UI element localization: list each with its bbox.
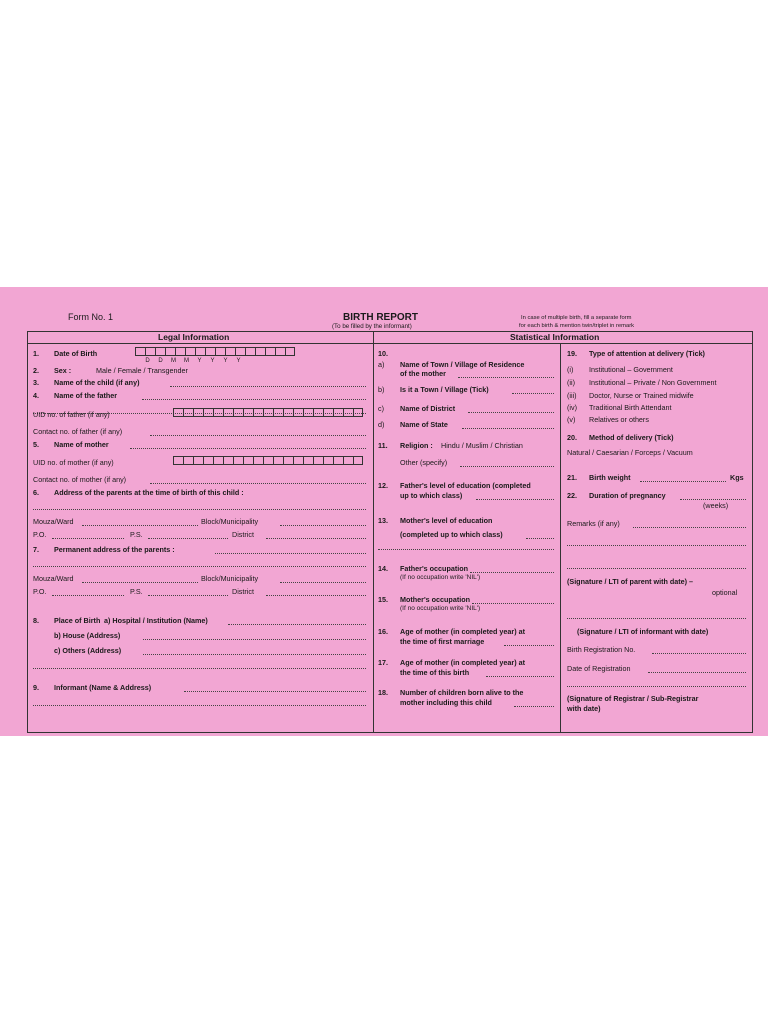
registration-number-field[interactable]	[652, 653, 746, 654]
field-number: 5.	[33, 440, 39, 449]
mother-name-field[interactable]	[130, 448, 366, 449]
section-legal-information: Legal Information	[158, 332, 230, 342]
field-number: 22.	[567, 491, 577, 500]
town-village-field[interactable]	[458, 377, 554, 378]
block-municipality-field[interactable]	[280, 525, 366, 526]
field-number: 16.	[378, 627, 388, 636]
contact-father-label: Contact no. of father (if any)	[33, 427, 123, 436]
permanent-address-field-2[interactable]	[33, 566, 366, 567]
age-first-marriage-label: Age of mother (in completed year) at	[400, 627, 526, 636]
address-at-birth-label: Address of the parents at the time of birth of this child :	[54, 488, 244, 497]
field-number: 2.	[33, 366, 39, 375]
father-name-field[interactable]	[142, 399, 366, 400]
father-education-field[interactable]	[476, 499, 554, 500]
field-number: 12.	[378, 481, 388, 490]
pregnancy-duration-label: Duration of pregnancy	[589, 491, 666, 500]
po-field-2[interactable]	[52, 595, 124, 596]
age-first-marriage-field[interactable]	[504, 645, 554, 646]
mother-education-field[interactable]	[526, 538, 554, 539]
mother-education-field-2[interactable]	[378, 549, 554, 550]
informant-signature-line[interactable]	[567, 618, 746, 619]
field-number: 15.	[378, 595, 388, 604]
mouza-ward-field-2[interactable]	[82, 582, 198, 583]
field-number: 10.	[378, 349, 388, 358]
child-name-field[interactable]	[170, 386, 366, 387]
field-number: 21.	[567, 473, 577, 482]
date-of-birth-label: Date of Birth	[54, 349, 98, 358]
age-this-birth-field[interactable]	[486, 676, 554, 677]
option-number: (iii)	[567, 391, 577, 400]
district-label: District	[232, 530, 254, 539]
permanent-address-field[interactable]	[215, 553, 366, 554]
district-name-field[interactable]	[468, 412, 554, 413]
multiple-birth-note-2: for each birth & mention twin/triplet in remark	[519, 323, 635, 329]
mother-occupation-field[interactable]	[472, 603, 554, 604]
sex-label: Sex :	[54, 366, 72, 375]
field-number: 6.	[33, 488, 39, 497]
field-number: 20.	[567, 433, 577, 442]
option-number: (iv)	[567, 403, 577, 412]
field-number: 3.	[33, 378, 39, 387]
field-number: 18.	[378, 688, 388, 697]
parent-signature-optional: optional	[712, 588, 738, 597]
mouza-ward-field[interactable]	[82, 525, 198, 526]
children-born-alive-label: Number of children born alive to the	[400, 688, 524, 697]
contact-mother-label: Contact no. of mother (if any)	[33, 475, 127, 484]
mother-name-label: Name of mother	[54, 440, 109, 449]
town-or-village-label: Is it a Town / Village (Tick)	[400, 385, 489, 394]
hospital-field[interactable]	[228, 624, 366, 625]
informant-field[interactable]	[184, 691, 366, 692]
field-number: 8.	[33, 616, 39, 625]
father-occupation-field[interactable]	[470, 572, 554, 573]
district-field[interactable]	[266, 538, 366, 539]
sub-letter: a)	[378, 360, 385, 369]
father-education-label: Father's level of education (completed	[400, 481, 531, 490]
ps-label: P.S.	[130, 530, 143, 539]
ps-field[interactable]	[148, 538, 228, 539]
house-address-field[interactable]	[143, 639, 366, 640]
registration-date-label: Date of Registration	[567, 664, 631, 673]
registrar-signature-line[interactable]	[567, 686, 746, 687]
pregnancy-duration-field[interactable]	[680, 499, 746, 500]
field-number: 11.	[378, 441, 388, 450]
town-or-village-field[interactable]	[512, 393, 554, 394]
father-name-label: Name of the father	[54, 391, 118, 400]
district-name-label: Name of District	[400, 404, 456, 413]
remarks-label: Remarks (if any)	[567, 519, 620, 528]
town-village-label: Name of Town / Village of Residence	[400, 360, 525, 369]
place-of-birth-label: Place of Birth	[54, 616, 101, 625]
attention-option-traditional[interactable]: Traditional Birth Attendant	[589, 403, 672, 412]
father-education-label-2: up to which class)	[400, 491, 463, 500]
contact-father-field[interactable]	[150, 435, 366, 436]
state-name-field[interactable]	[462, 428, 554, 429]
religion-options[interactable]: Hindu / Muslim / Christian	[441, 441, 523, 450]
column-divider-2	[560, 343, 561, 733]
field-number: 14.	[378, 564, 388, 573]
mouza-ward-label-2: Mouza/Ward	[33, 574, 74, 583]
form-subtitle: (To be filled by the informant)	[332, 323, 412, 330]
informant-label: Informant (Name & Address)	[54, 683, 152, 692]
registrar-signature-label: (Signature of Registrar / Sub-Registrar	[567, 694, 699, 703]
birth-report-form	[0, 287, 768, 736]
registration-number-label: Birth Registration No.	[567, 645, 636, 654]
mother-education-label-2: (completed up to which class)	[400, 530, 503, 539]
date-of-birth-format: D D M M Y Y Y Y	[145, 358, 241, 364]
address-at-birth-field[interactable]	[33, 509, 366, 510]
option-number: (i)	[567, 365, 574, 374]
informant-signature-label: (Signature / LTI of informant with date)	[577, 627, 709, 636]
option-number: (v)	[567, 415, 576, 424]
field-number: 19.	[567, 349, 577, 358]
birth-weight-field[interactable]	[640, 481, 726, 482]
registrar-signature-label-2: with date)	[567, 704, 601, 713]
others-address-field[interactable]	[143, 654, 366, 655]
mother-education-label: Mother's level of education	[400, 516, 493, 525]
child-name-label: Name of the child (if any)	[54, 378, 140, 387]
sub-letter: d)	[378, 420, 385, 429]
sub-letter: c)	[378, 404, 384, 413]
field-number: 13.	[378, 516, 388, 525]
uid-father-label: UID no. of father (if any)	[33, 410, 110, 419]
date-of-birth-boxes[interactable]	[135, 347, 295, 356]
multiple-birth-note: In case of multiple birth, fill a separate form	[521, 315, 632, 321]
block-municipality-field-2[interactable]	[280, 582, 366, 583]
method-of-delivery-label: Method of delivery (Tick)	[589, 433, 674, 442]
permanent-address-label: Permanent address of the parents :	[54, 545, 175, 554]
pregnancy-duration-unit: (weeks)	[703, 501, 729, 510]
religion-other-label: Other (specify)	[400, 458, 448, 467]
attention-option-private[interactable]: Institutional – Private / Non Government	[589, 378, 717, 387]
ps-field-2[interactable]	[148, 595, 228, 596]
parent-signature-line[interactable]	[567, 568, 746, 569]
section-header-line	[27, 343, 753, 344]
mother-occupation-label: Mother's occupation	[400, 595, 470, 604]
ps-label-2: P.S.	[130, 587, 143, 596]
birth-weight-unit: Kgs	[730, 473, 744, 482]
religion-label: Religion :	[400, 441, 433, 450]
field-number: 9.	[33, 683, 39, 692]
mother-occupation-note: (If no occupation write 'NIL')	[400, 605, 481, 612]
father-occupation-label: Father's occupation	[400, 564, 469, 573]
contact-mother-field[interactable]	[150, 483, 366, 484]
remarks-field[interactable]	[633, 527, 746, 528]
attention-at-delivery-label: Type of attention at delivery (Tick)	[589, 349, 705, 358]
field-number: 17.	[378, 658, 388, 667]
parent-signature-label: (Signature / LTI of parent with date) –	[567, 577, 694, 586]
informant-field-2[interactable]	[33, 705, 366, 706]
sex-options[interactable]: Male / Female / Transgender	[96, 366, 188, 375]
form-number: Form No. 1	[68, 312, 114, 322]
uid-mother-label: UID no. of mother (if any)	[33, 458, 114, 467]
state-name-label: Name of State	[400, 420, 448, 429]
age-first-marriage-label-2: the time of first marriage	[400, 637, 485, 646]
hospital-label: a) Hospital / Institution (Name)	[104, 616, 208, 625]
district-field-2[interactable]	[266, 595, 366, 596]
religion-other-field[interactable]	[460, 466, 554, 467]
house-address-label: b) House (Address)	[54, 631, 121, 640]
uid-father-boxes[interactable]	[173, 408, 363, 417]
children-born-alive-label-2: mother including this child	[400, 698, 492, 707]
section-statistical-information: Statistical Information	[510, 332, 600, 342]
po-field[interactable]	[52, 538, 124, 539]
field-number: 1.	[33, 349, 39, 358]
po-label: P.O.	[33, 530, 47, 539]
field-number: 4.	[33, 391, 39, 400]
column-divider-1	[373, 331, 374, 733]
registration-date-field[interactable]	[648, 672, 746, 673]
option-number: (ii)	[567, 378, 575, 387]
district-label-2: District	[232, 587, 254, 596]
place-of-birth-field-2[interactable]	[33, 668, 366, 669]
block-municipality-label-2: Block/Municipality	[201, 574, 259, 583]
method-of-delivery-options[interactable]: Natural / Caesarian / Forceps / Vacuum	[567, 448, 693, 457]
mouza-ward-label: Mouza/Ward	[33, 517, 74, 526]
birth-weight-label: Birth weight	[589, 473, 631, 482]
field-number: 7.	[33, 545, 39, 554]
po-label-2: P.O.	[33, 587, 47, 596]
remarks-field-2[interactable]	[567, 545, 746, 546]
block-municipality-label: Block/Municipality	[201, 517, 259, 526]
attention-option-government[interactable]: Institutional – Government	[589, 365, 673, 374]
form-title: BIRTH REPORT	[343, 312, 418, 323]
sub-letter: b)	[378, 385, 385, 394]
others-address-label: c) Others (Address)	[54, 646, 122, 655]
attention-option-relatives[interactable]: Relatives or others	[589, 415, 649, 424]
uid-mother-boxes[interactable]	[173, 456, 363, 465]
age-this-birth-label-2: the time of this birth	[400, 668, 470, 677]
children-born-alive-field[interactable]	[514, 706, 554, 707]
age-this-birth-label: Age of mother (in completed year) at	[400, 658, 526, 667]
father-occupation-note: (If no occupation write 'NIL')	[400, 574, 481, 581]
attention-option-doctor[interactable]: Doctor, Nurse or Trained midwife	[589, 391, 694, 400]
town-village-label-2: of the mother	[400, 369, 446, 378]
